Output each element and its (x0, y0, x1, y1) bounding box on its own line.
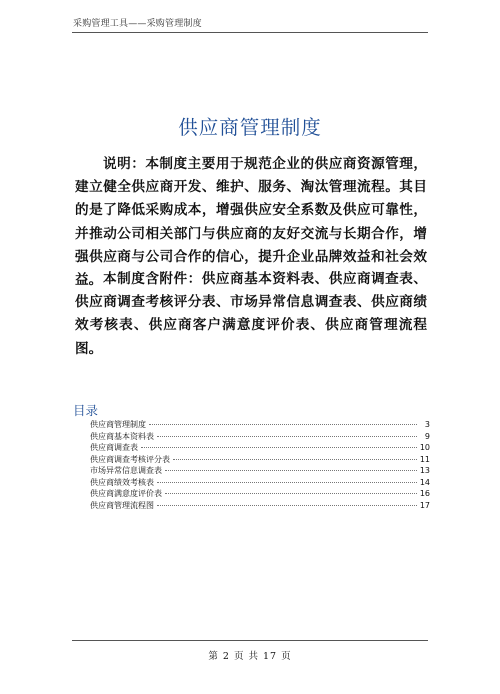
toc-entry-label: 供应商管理流程图 (90, 500, 154, 510)
toc-entry[interactable] (90, 431, 430, 443)
toc-leader-dots (165, 493, 417, 494)
toc-entry[interactable] (90, 419, 430, 431)
toc-entry-page: 11 (419, 454, 430, 464)
page-footer: 第 2 页 共 17 页 (208, 651, 292, 662)
toc-leader-dots (157, 505, 417, 506)
toc-title: 目录 (73, 403, 99, 418)
toc-entry-label: 供应商满意度评价表 (90, 489, 162, 498)
toc-entry[interactable] (90, 442, 430, 454)
footer-divider (72, 640, 428, 641)
toc-leader-dots (157, 482, 417, 483)
toc-entry[interactable] (90, 500, 430, 512)
toc-entry-page: 16 (419, 489, 430, 498)
document-title: 供应商管理制度 (178, 116, 322, 139)
toc-entry-label: 供应商绩效考核表 (90, 477, 154, 487)
toc-entry-page: 9 (424, 431, 430, 441)
intro-lead: 说明： (103, 156, 146, 172)
intro-body: 本制度主要用于规范企业的供应商资源管理，建立健全供应商开发、维护、服务、淘汰管理流程。其目的是了降低采购成本，增强供应安全系数及供应可靠性，并推动公司相关部门与供应商的友好交流与长期合作，增强供应商与公司合作的信心，提升企业品牌效益和社会效益。 (75, 156, 427, 289)
toc-entry[interactable] (90, 465, 430, 477)
toc-leader-dots (157, 436, 417, 437)
toc-entry[interactable] (90, 488, 430, 500)
toc-entry-page: 10 (419, 443, 430, 452)
toc-entry-label: 市场异常信息调查表 (90, 466, 162, 475)
toc-entry-label: 供应商基本资料表 (90, 431, 154, 441)
toc-leader-dots (165, 470, 417, 471)
page-header: 采购管理工具——采购管理制度 (73, 19, 202, 29)
toc-entry[interactable] (90, 477, 430, 489)
toc-leader-dots (149, 424, 417, 425)
toc-entry-label: 供应商调查考核评分表 (90, 454, 170, 464)
toc-entry-page: 3 (424, 420, 430, 429)
header-divider (72, 32, 428, 33)
toc-leader-dots (141, 447, 417, 448)
table-of-contents (90, 419, 430, 511)
toc-leader-dots (173, 459, 417, 460)
toc-entry[interactable] (90, 454, 430, 466)
toc-entry-label: 供应商管理制度 (90, 420, 146, 429)
toc-entry-label: 供应商调查表 (90, 443, 138, 452)
toc-entry-page: 13 (419, 466, 430, 475)
toc-entry-page: 14 (419, 477, 430, 487)
attachments-paragraph: 本制度含附件：供应商基本资料表、供应商调查表、供应商调查考核评分表、市场异常信息调查表、供应商绩效考核表、供应商客户满意度评价表、供应商管理流程图。 (75, 271, 427, 357)
toc-entry-page: 17 (419, 500, 430, 510)
